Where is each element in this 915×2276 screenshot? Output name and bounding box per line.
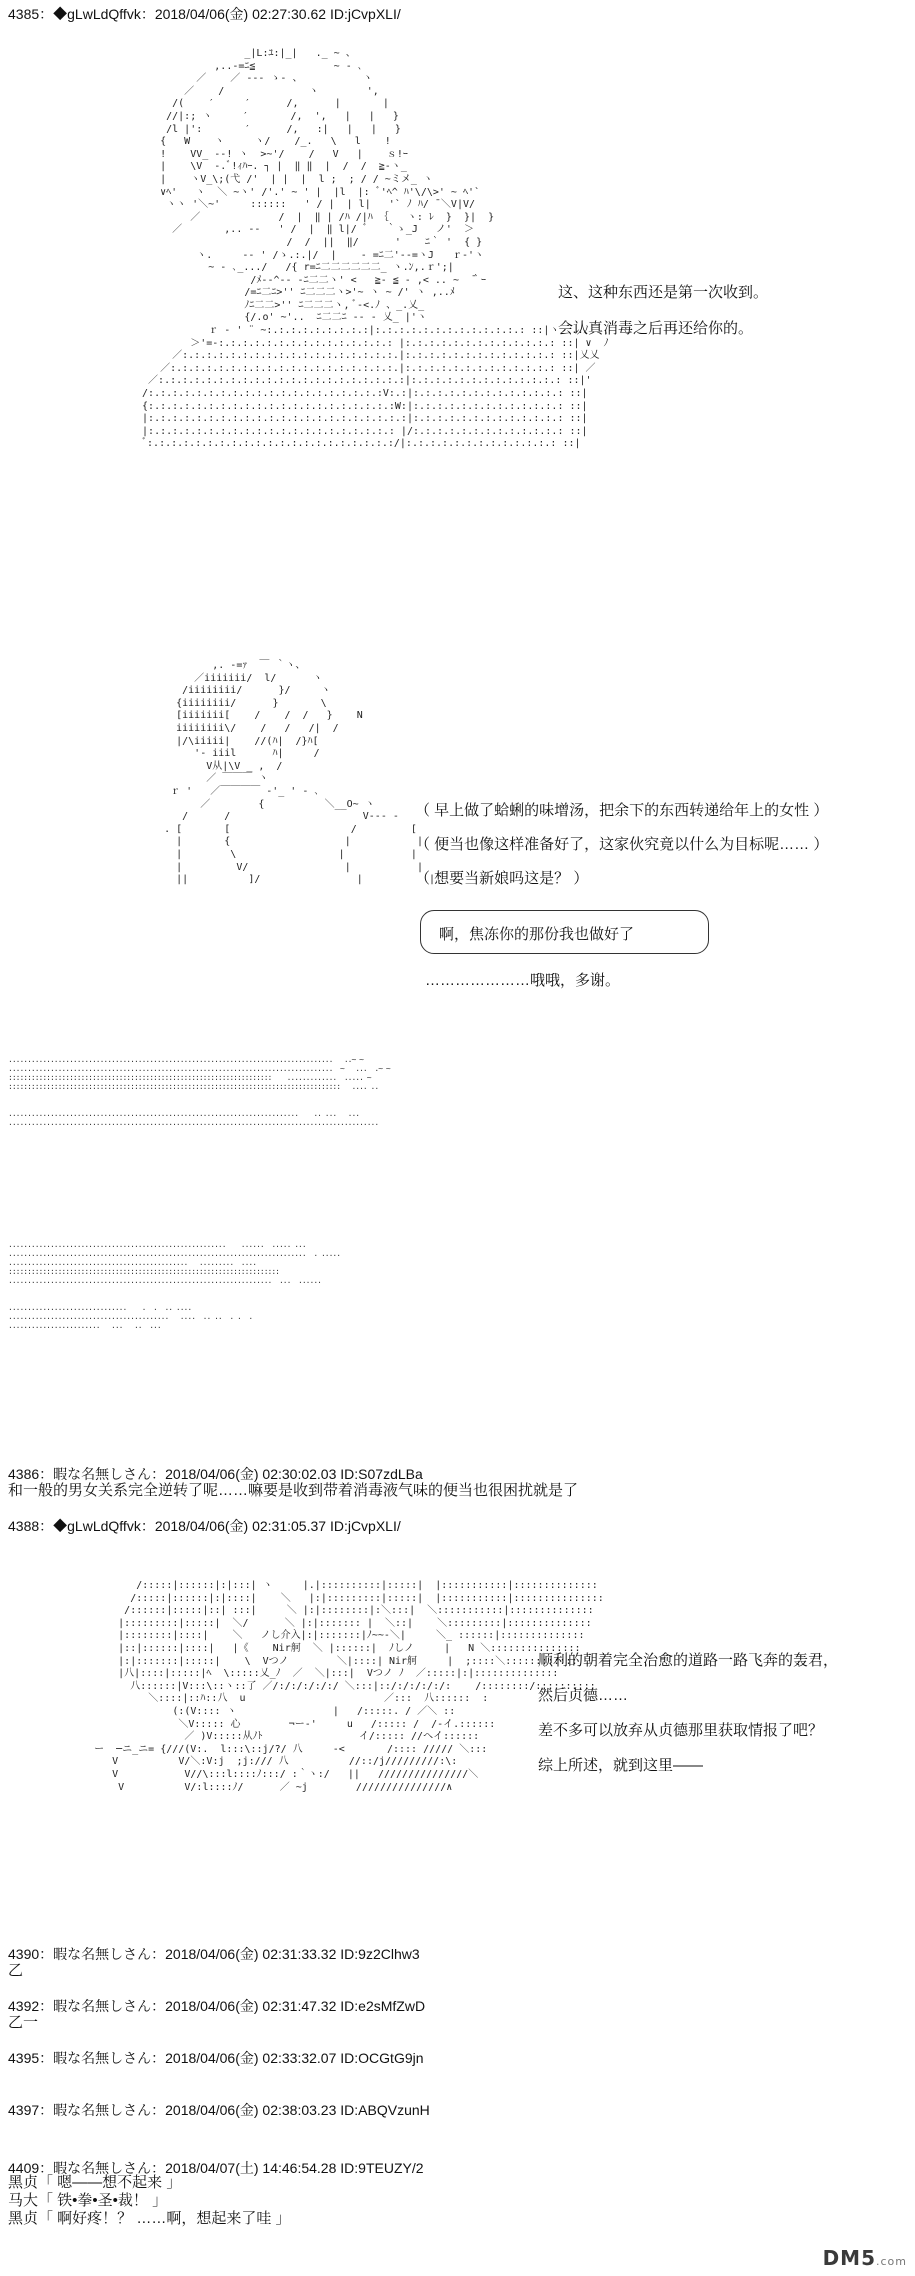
post-header-4386: 4386：暇な名無しさん：2018/04/06(金) 02:30:02.03 ID:S07zdLBa xyxy=(8,1466,423,1482)
scene2-reply: …………………哦哦，多谢。 xyxy=(425,972,621,989)
scene1-line-1: 这、这种东西还是第一次收到。 xyxy=(558,284,769,301)
post-body-4390: 乙 xyxy=(8,1962,24,1979)
site-logo-main: DM5 xyxy=(822,2246,876,2270)
scene3-line-3: 差不多可以放弃从贞德那里获取情报了吧？ xyxy=(538,1722,824,1739)
post-body-4392: 乙一 xyxy=(8,2014,39,2031)
post-header-4395: 4395：暇な名無しさん：2018/04/06(金) 02:33:32.07 ID:OCGtG9jn xyxy=(8,2050,424,2066)
speech-bubble-text: 啊，焦冻你的那份我也做好了 xyxy=(439,926,635,943)
post-line-4409-2: 马大「 铁•拳•圣•裁！ 」 xyxy=(8,2192,168,2209)
post-header-4392: 4392：暇な名無しさん：2018/04/06(金) 02:31:47.32 ID:e2sMfZwD xyxy=(8,1998,426,2014)
site-logo-sub: .com xyxy=(876,2255,907,2268)
post-line-4409-1: 黑贞「 嗯——想不起来 」 xyxy=(8,2174,182,2191)
scene3-line-2: 然后贞德…… xyxy=(538,1687,629,1704)
scene3-line-4: 综上所述，就到这里—— xyxy=(538,1757,704,1774)
dotted-separator-lower: ......................................................... ...... ..... ... .............................................................................. . ..... ............................................... ......... .... ::::::::::::::::::::::::::::::::::::::::::::::::::::::::::::::::::::::: ..................................................................... ... ...... ............................... . . .. .... .......................................... .... .. .. . . . ........................ ... .. ... xyxy=(8,1240,341,1330)
post-header-4397: 4397：暇な名無しさん：2018/04/06(金) 02:38:03.23 ID:ABQVzunH xyxy=(8,2102,430,2118)
post-header-4385: 4385：◆gLwLdQffvk：2018/04/06(金) 02:27:30.62 ID:jCvpXLI/ xyxy=(8,6,401,22)
ascii-art-todoroki-holding-box: _|L:ﾕ:|_| ._ ~ 、 ,..-=ﾆ≦ ~ ‐ ､ ／ ／ ‐-‐ ゝ‐ 、 ヽ ／ / ヽ ', /( ′ ′ /, | | //|:; ヽ ′ /, ', | | } /l |': ′ /, :| | | } { W ヽ ヽ/ /_. \ l ! ! VV_ -‐! ヽ >~'/ / V | ｓ!ｰ | \V ‐.ﾞ!ｨﾊｰ. ┐ | ‖ ‖ | / / ≧-ヽ_ | ヽV_\;(弋 /' | | | l ; ; / / ~ミメ_ ヽ ∨ﾍ' ヽ ＼ ~ヽ' /'.' ~ ' | |l |: ﾞ'ﾍ^ ﾊ'\/\>' ~ ﾍ'` ヽヽ '＼~' :::::: ' / | | l| '` ﾉ ﾊ/ ̄ ＼V|V/ ／ / | ‖ | /ﾊ /|ﾊ ｛ ヽ: ﾚ } }| } ／ ,.. -‐ ' / | ‖ l|/ ﾞ ｀ゝ_J ノ' ＞ / / || ‖/ ' ﾆ｀ ' { } ヽ. -‐ ' /ゝ.:.|/ | ‐ =ﾆ二'‐-=ヽJ ｒ-'ヽ ~ ‐ ､_.../ /{ r=ﾆ二二二二二二_ ヽ.ﾝ,.ｒ';| /ﾒ--^‐- -ﾆ二二ヽ' < ≧- ≦ - ,< .. ~ ̄｀ｰ /=ﾆ二ﾆ>'' ﾆ二二二ヽ>'~ ヽ ~ /' ヽ ,..ﾒ ﾉﾆ二二>'' ﾆ二二二ヽ, ﾞ‐<.ﾉ 、_.乂_ {/.o' ~'.. ﾆ二二ﾆ -- - 乂_ |'ヽ ｒ ‐ ' ¨ ~:.:.:.:.:.:.:.:.:|:.:.:.:.:.:.:.:.:.:.:.:.: ::|ヽ ..ﾉ ＞'=-:.:.:.:.:.:.:.:.:.:.:.:.:.:.: |:.:.:.:.:.:.:.:.:.:.:.:.: ::| ∨ ﾉ ／:.:.:.:.:.:.:.:.:.:.:.:.:.:.:.:.:.:.|:.:.:.:.:.:.:.:.:.:.:.:.: ::|乂乂 ／:.:.:.:.:.:.:.:.:.:.:.:.:.:.:.:.:.:.:.|:.:.:.:.:.:.:.:.:.:.:.:.: ::| ／ ／:.:.:.:.:.:.:.:.:.:.:.:.:.:.:.:.:.:.:.:.:|:.:.:.:.:.:.:.:.:.:.:.:.: ::|' /:.:.:.:.:.:.:.:.:.:.:.:.:.:.:.:.:.:.:.:V:.:|:.:.:.:.:.:.:.:.:.:.:.:.: ::| {:.:.:.:.:.:.:.:.:.:.:.:.:.:.:.:.:.:.:.:.:W:|:.:.:.:.:.:.:.:.:.:.:.:.: ::| |:.:.:.:.:.:.:.:.:.:.:.:.:.:.:.:.:.:.:.:.:.:|:.:.:.:.:.:.:.:.:.:.:.:.: ::| |:.:.:.:.:.:.:.:.:.:.:.:.:.:.:.:.:.:.:.:.: |/:.:.:.:.:.:.:.:.:.:.:.:.: ::| ﾞ:.:.:.:.:.:.:.:.:.:.:.:.:.:.:.:.:.:.:.:.:/|:.:.:.:.:.:.:.:.:.:.:.:.: ::| xyxy=(142,48,609,450)
post-header-4409: 4409：暇な名無しさん：2018/04/07(土) 14:46:54.28 ID:9TEUZY/2 xyxy=(8,2160,424,2176)
ascii-art-jeanne-sitting: /:::::|::::::|:|:::| ヽ |.|::::::::::|:::::| |:::::::::::|:::::::::::::: /:::::|::::::|:|::::| ＼ |:|:::::::::|:::::| |:::::::::::|::::::::::::::: /::::::|:::::|::| :::| ＼ |:|::::::::|:＼:::| ＼:::::::::::|:::::::::::::: |:::::::::|:::::| ＼/ ＼ |:|::::::: | ＼::| ＼:::::::::|:::::::::::::: |::::::::|::::| ＼ ノし介入|:|:::::::|ﾉ~~‐＼| ＼_ ::::::|:::::::::::::: |::|::::::|::::| |《 Nir舸 ＼ |::::::| ﾉしノ | N ＼::::::::::::::: |:|:::::::|:::::| \ Vつノ ＼|::::| Nir舸 | ;::::＼:::::::::::: |八|::::|:::::|ﾍ \:::::乂_ﾉ ／ ＼|:::| Vつノ ﾉ ／:::::|:|:::::::::::::: 八::::::|V:::\::ヽ::了 ／/:/:/:/:/:/ ＼:::|::/:/:/:/:/: /::::::::/:::::::::: ＼::::|::ﾊ::八 u ／::: 八:::::: : (:(V:::: ヽ | /:::::. / ／＼ :: ＼V::::: 心 ¬ー-' u /::::: / /-イ.:::::: ／ )V:::::从ﾉﾄ イ/::::: //へイ:::::: ー ─ニ_ニ= {///(V:. l:::\::j/?/ 八 -< /:::: ///// ＼::: V V/＼:V:j ;j:/// 八 //::/j/////////:\: V V//\:::l::::ﾉ:::/ :｀ヽ:/ || ///////////////＼ V V/:l::::ﾉ/ ／ ~j ///////////////∧ xyxy=(94,1580,604,1793)
post-line-4409-3: 黑贞「 啊好疼！？ ……啊，想起来了哇 」 xyxy=(8,2210,291,2227)
post-body-4386: 和一般的男女关系完全逆转了呢……嘛要是收到带着消毒液气味的便当也很困扰就是了 xyxy=(8,1482,579,1499)
scene2-thought-3: （ 想要当新娘吗这是？ ） xyxy=(415,870,589,887)
dotted-separator-upper: ..................................................................................... ..~ ~ ..................................................................................... ~ ... .~ ~ ::::::::::::::::::::::::::::::::::::::::::::::::::::::::::::::::::::: ............. ..... ~ ::::::::::::::::::::::::::::::::::::::::::::::::::::::::::::::::::::::::::::::::::::::: .... .. ............................................................................ .. ... ... ................................................................................................. xyxy=(8,1055,390,1127)
scene3-line-1: 顺利的朝着完全治愈的道路一路飞奔的轰君， xyxy=(538,1652,839,1669)
post-header-4388: 4388：◆gLwLdQffvk：2018/04/06(金) 02:31:05.37 ID:jCvpXLI/ xyxy=(8,1518,401,1534)
speech-bubble xyxy=(420,910,709,954)
ascii-art-jeanne-cooking: ,. -=ｧ ￣ ｀ヽ、 ／iiiiiii/ l/ ヽ /iiiiiiii/ }/ ヽ {iiiiiiii/ } \ [iiiiiii[ / / / } N iiiiiiii\/ / / /| / |/\iiiii| //(ﾊ| /}ﾊ[ '- iiil ﾊ| / V从|\V _ , / ／ ￣￣￣ ヽ ｒ ' ／￣￣￣￣ ‐'_ ' ‐ ､ ／ { ＼__O~ ヽ / / V‐‐‐ ‐ . [ [ / [ | { | | | \ | | | V/ | | || ]/ | | xyxy=(164,660,436,886)
post-header-4390: 4390：暇な名無しさん：2018/04/06(金) 02:31:33.32 ID:9z2Clhw3 xyxy=(8,1946,420,1962)
scene2-thought-1: （ 早上做了蛤蜊的味增汤，把余下的东西转递给年上的女性 ） xyxy=(415,802,829,819)
scene1-line-2: 会认真消毒之后再还给你的。 xyxy=(558,320,754,337)
scene2-thought-2: （ 便当也像这样准备好了，这家伙究竟以什么为目标呢…… ） xyxy=(415,836,829,853)
site-logo xyxy=(823,2246,907,2270)
